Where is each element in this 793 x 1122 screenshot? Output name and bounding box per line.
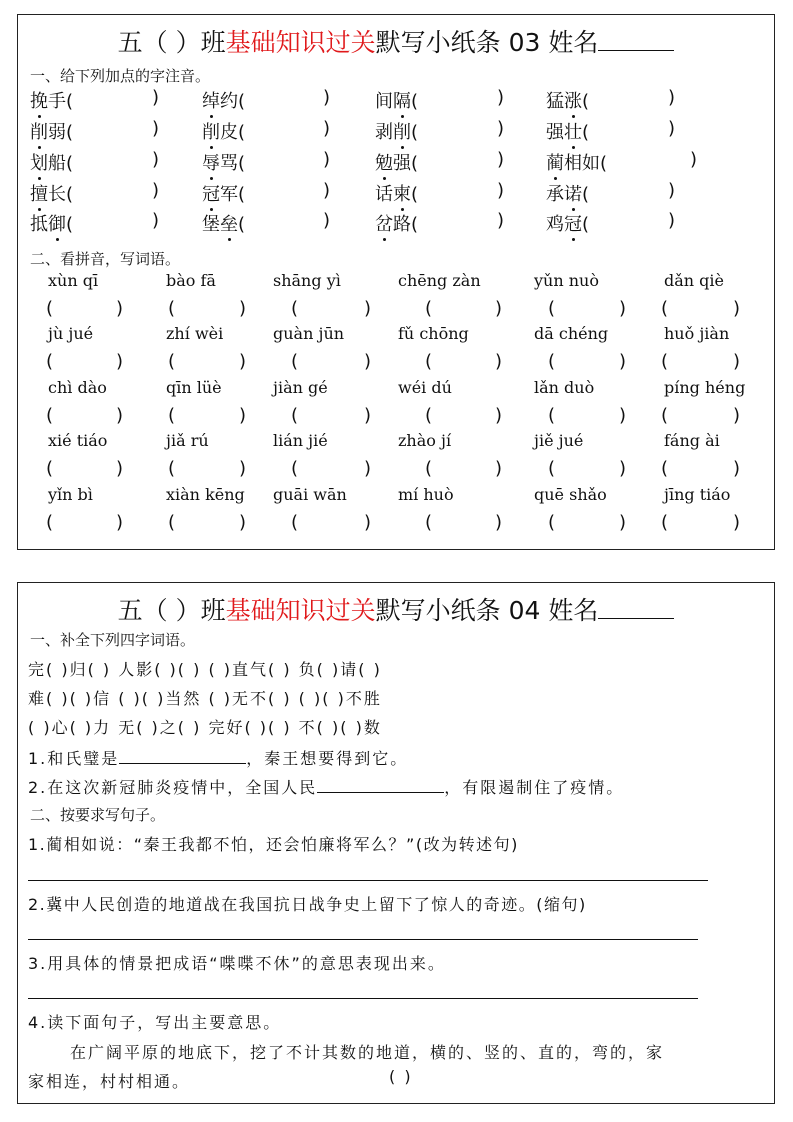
pinyin-prompt: guàn jūn bbox=[273, 324, 345, 343]
answer-close-paren[interactable]: ) bbox=[152, 180, 160, 201]
pinyin-prompt: jiàn gé bbox=[273, 378, 328, 397]
answer-close-paren[interactable]: ) bbox=[323, 180, 331, 201]
answer-close-paren[interactable]: ) bbox=[323, 210, 331, 231]
reading-passage-line: 家相连，村村相通。 bbox=[28, 1072, 191, 1091]
sheet-title bbox=[18, 23, 774, 59]
dotted-character: 划 bbox=[30, 153, 48, 174]
answer-open-paren[interactable]: ( bbox=[291, 298, 299, 319]
answer-close-paren[interactable]: ) bbox=[668, 180, 676, 201]
dotted-character: 绰 bbox=[202, 91, 220, 112]
pinyin-prompt: jiě jué bbox=[534, 431, 584, 450]
idiom-row[interactable]: ( )心( )力 无( )之( ) 完好( )( ) 不( )( )数 bbox=[28, 718, 382, 737]
pinyin-prompt: zhào jí bbox=[398, 431, 452, 450]
dotted-character: 隔 bbox=[393, 91, 411, 112]
answer-close-paren[interactable]: ) bbox=[116, 458, 124, 479]
answer-close-paren[interactable]: ) bbox=[619, 458, 627, 479]
pinyin-prompt: xié tiáo bbox=[48, 431, 108, 450]
quiz-card-04 bbox=[17, 582, 775, 1104]
pinyin-prompt: xùn qī bbox=[48, 271, 99, 290]
dotted-word: 挽手( bbox=[30, 91, 74, 112]
answer-blank[interactable] bbox=[119, 745, 246, 764]
answer-open-paren[interactable]: ( bbox=[168, 405, 176, 426]
dotted-word: 抵御( bbox=[30, 214, 74, 235]
answer-close-paren[interactable]: ) bbox=[619, 298, 627, 319]
answer-parentheses[interactable]: ( ) bbox=[389, 1067, 413, 1086]
pinyin-prompt: fǔ chōng bbox=[398, 324, 469, 343]
answer-close-paren[interactable]: ) bbox=[495, 351, 503, 372]
dotted-word: 辱骂( bbox=[202, 153, 246, 174]
pinyin-prompt: shāng yì bbox=[273, 271, 341, 290]
answer-close-paren[interactable]: ) bbox=[116, 512, 124, 533]
dotted-word: 堡垒( bbox=[202, 214, 246, 235]
answer-close-paren[interactable]: ) bbox=[364, 351, 372, 372]
dotted-word: 话柬( bbox=[375, 184, 419, 205]
answer-close-paren[interactable]: ) bbox=[497, 118, 505, 139]
dotted-word: 猛涨( bbox=[546, 91, 590, 112]
answer-open-paren[interactable]: ( bbox=[661, 458, 669, 479]
answer-close-paren[interactable]: ) bbox=[239, 351, 247, 372]
title-class: 五（ ）班 bbox=[117, 28, 226, 57]
pinyin-prompt: fáng ài bbox=[664, 431, 720, 450]
sheet-title bbox=[18, 591, 774, 627]
dotted-character: 勉 bbox=[375, 153, 393, 174]
answer-open-paren[interactable]: ( bbox=[168, 458, 176, 479]
answer-close-paren[interactable]: ) bbox=[733, 298, 741, 319]
dotted-word: 间隔( bbox=[375, 91, 419, 112]
dotted-word: 绰约( bbox=[202, 91, 246, 112]
answer-close-paren[interactable]: ) bbox=[733, 458, 741, 479]
answer-close-paren[interactable]: ) bbox=[116, 351, 124, 372]
question-2: 2.冀中人民创造的地道战在我国抗日战争史上留下了惊人的奇迹。(缩句) bbox=[28, 895, 587, 914]
answer-open-paren[interactable]: ( bbox=[291, 512, 299, 533]
answer-close-paren[interactable]: ) bbox=[364, 405, 372, 426]
answer-open-paren[interactable]: ( bbox=[46, 351, 54, 372]
dotted-character: 辱 bbox=[202, 153, 220, 174]
pinyin-prompt: huǒ jiàn bbox=[664, 324, 730, 343]
question-4: 4.读下面句子，写出主要意思。 bbox=[28, 1013, 282, 1032]
answer-open-paren[interactable]: ( bbox=[291, 351, 299, 372]
question-text: ，有限遏制住了疫情。 bbox=[444, 778, 625, 797]
idiom-row[interactable]: 难( )( )信 ( )( )当然 ( )无不( ) ( )( )不胜 bbox=[28, 689, 382, 708]
pinyin-prompt: píng héng bbox=[664, 378, 746, 397]
pinyin-prompt: chēng zàn bbox=[398, 271, 481, 290]
section-heading: 一、给下列加点的字注音。 bbox=[30, 67, 211, 85]
answer-open-paren[interactable]: ( bbox=[548, 351, 556, 372]
fill-question-1 bbox=[28, 745, 408, 769]
dotted-word: 冠军( bbox=[202, 184, 246, 205]
name-blank[interactable] bbox=[598, 28, 674, 51]
pinyin-prompt: yǐn bì bbox=[48, 485, 93, 504]
answer-close-paren[interactable]: ) bbox=[364, 512, 372, 533]
answer-close-paren[interactable]: ) bbox=[364, 458, 372, 479]
title-class: 五（ ）班 bbox=[117, 596, 226, 625]
dotted-word: 剥削( bbox=[375, 122, 419, 143]
fill-question-2 bbox=[28, 774, 624, 798]
pinyin-prompt: guāi wān bbox=[273, 485, 347, 504]
title-highlight: 基础知识过关 bbox=[225, 28, 376, 57]
pinyin-prompt: jù jué bbox=[48, 324, 94, 343]
answer-close-paren[interactable]: ) bbox=[116, 298, 124, 319]
reading-passage-line: 在广阔平原的地底下，挖了不计其数的地道，横的、竖的、直的，弯的，家 bbox=[70, 1043, 665, 1062]
answer-open-paren[interactable]: ( bbox=[661, 351, 669, 372]
dotted-character: 挽 bbox=[30, 91, 48, 112]
answer-close-paren[interactable]: ) bbox=[152, 118, 160, 139]
dotted-word: 蔺相如( bbox=[546, 153, 608, 174]
answer-close-paren[interactable]: ) bbox=[690, 149, 698, 170]
answer-open-paren[interactable]: ( bbox=[548, 405, 556, 426]
answer-open-paren[interactable]: ( bbox=[425, 512, 433, 533]
pinyin-prompt: jīng tiáo bbox=[664, 485, 731, 504]
answer-close-paren[interactable]: ) bbox=[239, 298, 247, 319]
answer-open-paren[interactable]: ( bbox=[291, 458, 299, 479]
section-heading: 二、按要求写句子。 bbox=[30, 806, 166, 824]
answer-open-paren[interactable]: ( bbox=[46, 458, 54, 479]
pinyin-prompt: lǎn duò bbox=[534, 378, 595, 397]
name-blank[interactable] bbox=[598, 596, 674, 619]
dotted-word: 鸡冠( bbox=[546, 214, 590, 235]
section-heading: 一、补全下列四字词语。 bbox=[30, 631, 196, 649]
dotted-word: 岔路( bbox=[375, 214, 419, 235]
answer-blank[interactable] bbox=[317, 774, 444, 793]
dotted-character: 蔺 bbox=[546, 153, 564, 174]
dotted-character: 岔 bbox=[375, 214, 393, 235]
pinyin-prompt: xiàn kēng bbox=[166, 485, 245, 504]
answer-open-paren[interactable]: ( bbox=[46, 298, 54, 319]
answer-open-paren[interactable]: ( bbox=[425, 351, 433, 372]
dotted-word: 承诺( bbox=[546, 184, 590, 205]
answer-line[interactable] bbox=[28, 998, 698, 999]
question-3: 3.用具体的情景把成语“喋喋不休”的意思表现出来。 bbox=[28, 954, 446, 973]
answer-close-paren[interactable]: ) bbox=[497, 210, 505, 231]
answer-close-paren[interactable]: ) bbox=[733, 351, 741, 372]
dotted-word: 强壮( bbox=[546, 122, 590, 143]
pinyin-prompt: quē shǎo bbox=[534, 485, 607, 504]
answer-open-paren[interactable]: ( bbox=[46, 405, 54, 426]
answer-close-paren[interactable]: ) bbox=[619, 405, 627, 426]
answer-close-paren[interactable]: ) bbox=[152, 149, 160, 170]
answer-close-paren[interactable]: ) bbox=[239, 405, 247, 426]
dotted-character: 涨 bbox=[564, 91, 582, 112]
pinyin-prompt: lián jié bbox=[273, 431, 328, 450]
answer-close-paren[interactable]: ) bbox=[668, 210, 676, 231]
answer-close-paren[interactable]: ) bbox=[619, 351, 627, 372]
dotted-character: 擅 bbox=[30, 184, 48, 205]
question-text: ，秦王想要得到它。 bbox=[246, 749, 409, 768]
dotted-character: 削 bbox=[30, 122, 48, 143]
answer-close-paren[interactable]: ) bbox=[364, 298, 372, 319]
pinyin-prompt: mí huò bbox=[398, 485, 454, 504]
answer-close-paren[interactable]: ) bbox=[495, 458, 503, 479]
section-heading: 二、看拼音，写词语。 bbox=[30, 250, 181, 268]
dotted-word: 削皮( bbox=[202, 122, 246, 143]
answer-open-paren[interactable]: ( bbox=[168, 351, 176, 372]
answer-open-paren[interactable]: ( bbox=[425, 298, 433, 319]
dotted-character: 壮 bbox=[564, 122, 582, 143]
answer-open-paren[interactable]: ( bbox=[425, 458, 433, 479]
answer-open-paren[interactable]: ( bbox=[291, 405, 299, 426]
answer-close-paren[interactable]: ) bbox=[323, 87, 331, 108]
answer-line[interactable] bbox=[28, 880, 708, 881]
idiom-row[interactable]: 完( )归( ) 人影( )( ) ( )直气( ) 负( )请( ) bbox=[28, 660, 382, 679]
pinyin-prompt: qīn lüè bbox=[166, 378, 222, 397]
answer-close-paren[interactable]: ) bbox=[495, 512, 503, 533]
answer-open-paren[interactable]: ( bbox=[548, 298, 556, 319]
pinyin-prompt: yǔn nuò bbox=[534, 271, 599, 290]
answer-open-paren[interactable]: ( bbox=[168, 298, 176, 319]
answer-open-paren[interactable]: ( bbox=[548, 512, 556, 533]
answer-close-paren[interactable]: ) bbox=[495, 298, 503, 319]
answer-close-paren[interactable]: ) bbox=[323, 118, 331, 139]
title-name-label: 默写小纸条 03 姓名 bbox=[375, 28, 599, 57]
dotted-character: 御 bbox=[48, 214, 66, 235]
answer-open-paren[interactable]: ( bbox=[661, 405, 669, 426]
question-text: 1.和氏璧是 bbox=[28, 749, 120, 768]
dotted-character: 削 bbox=[393, 122, 411, 143]
question-1: 1.蔺相如说：“秦王我都不怕，还会怕廉将军么？”(改为转述句) bbox=[28, 835, 519, 854]
dotted-word: 削弱( bbox=[30, 122, 74, 143]
quiz-card-03 bbox=[17, 14, 775, 550]
pinyin-prompt: dǎn qiè bbox=[664, 271, 724, 290]
title-highlight: 基础知识过关 bbox=[225, 596, 376, 625]
answer-close-paren[interactable]: ) bbox=[497, 87, 505, 108]
dotted-character: 冠 bbox=[564, 214, 582, 235]
answer-close-paren[interactable]: ) bbox=[152, 210, 160, 231]
answer-close-paren[interactable]: ) bbox=[497, 180, 505, 201]
answer-close-paren[interactable]: ) bbox=[323, 149, 331, 170]
answer-open-paren[interactable]: ( bbox=[425, 405, 433, 426]
answer-close-paren[interactable]: ) bbox=[668, 118, 676, 139]
answer-close-paren[interactable]: ) bbox=[116, 405, 124, 426]
question-text: 2.在这次新冠肺炎疫情中，全国人民 bbox=[28, 778, 318, 797]
answer-open-paren[interactable]: ( bbox=[168, 512, 176, 533]
answer-open-paren[interactable]: ( bbox=[46, 512, 54, 533]
pinyin-prompt: dā chéng bbox=[534, 324, 609, 343]
answer-close-paren[interactable]: ) bbox=[733, 405, 741, 426]
dotted-character: 柬 bbox=[393, 184, 411, 205]
answer-close-paren[interactable]: ) bbox=[619, 512, 627, 533]
dotted-character: 削 bbox=[202, 122, 220, 143]
answer-close-paren[interactable]: ) bbox=[497, 149, 505, 170]
answer-open-paren[interactable]: ( bbox=[661, 512, 669, 533]
answer-close-paren[interactable]: ) bbox=[495, 405, 503, 426]
answer-open-paren[interactable]: ( bbox=[548, 458, 556, 479]
dotted-character: 诺 bbox=[564, 184, 582, 205]
answer-line[interactable] bbox=[28, 939, 698, 940]
answer-close-paren[interactable]: ) bbox=[239, 458, 247, 479]
pinyin-prompt: jiǎ rú bbox=[166, 431, 209, 450]
dotted-word: 划船( bbox=[30, 153, 74, 174]
title-name-label: 默写小纸条 04 姓名 bbox=[375, 596, 599, 625]
dotted-character: 垒 bbox=[220, 214, 238, 235]
dotted-word: 勉强( bbox=[375, 153, 419, 174]
pinyin-prompt: zhí wèi bbox=[166, 324, 224, 343]
answer-open-paren[interactable]: ( bbox=[661, 298, 669, 319]
answer-close-paren[interactable]: ) bbox=[152, 87, 160, 108]
answer-close-paren[interactable]: ) bbox=[239, 512, 247, 533]
dotted-word: 擅长( bbox=[30, 184, 74, 205]
pinyin-prompt: wéi dú bbox=[398, 378, 452, 397]
pinyin-prompt: bào fā bbox=[166, 271, 216, 290]
answer-close-paren[interactable]: ) bbox=[733, 512, 741, 533]
pinyin-prompt: chì dào bbox=[48, 378, 107, 397]
answer-close-paren[interactable]: ) bbox=[668, 87, 676, 108]
dotted-character: 冠 bbox=[202, 184, 220, 205]
